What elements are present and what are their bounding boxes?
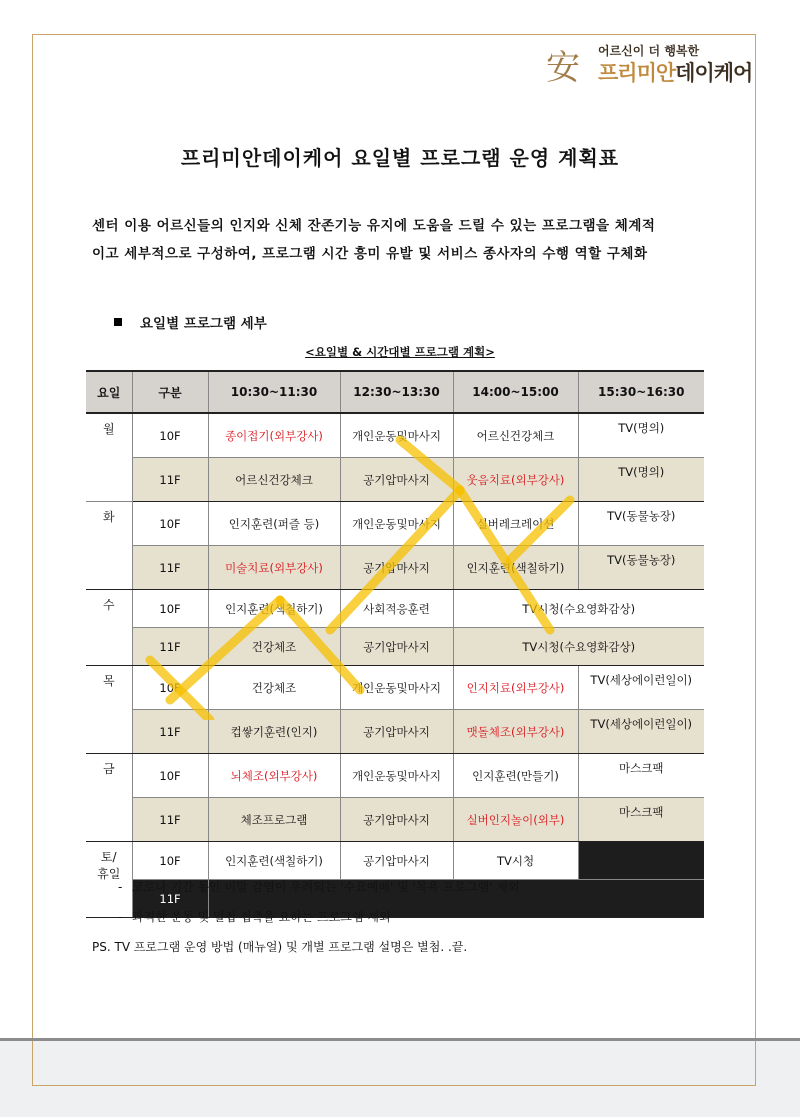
program-cell: 공기압마사지: [340, 842, 453, 880]
program-cell: TV(명의): [578, 458, 704, 502]
program-cell: 인지훈련(색칠하기): [453, 546, 578, 590]
table-header-row: [86, 371, 704, 413]
program-cell: 공기압마사지: [340, 546, 453, 590]
program-cell: 인지훈련(만들기): [453, 754, 578, 798]
day-cell: 수: [86, 590, 132, 666]
table-row: [86, 666, 704, 710]
program-cell: TV(동물농장): [578, 502, 704, 546]
program-cell: 공기압마사지: [340, 628, 453, 666]
floor-cell: 11F: [132, 880, 208, 918]
logo-mark: 安: [546, 48, 580, 88]
table-row: [86, 842, 704, 880]
ps-note: PS. TV 프로그램 운영 방법 (매뉴얼) 및 개별 프로그램 설명은 별첨. .끝.: [92, 940, 468, 954]
table-row: [86, 710, 704, 754]
intro-line: 이고 세부적으로 구성하여, 프로그램 시간 흥미 유발 및 서비스 종사자의 수행 역할 구체화: [92, 246, 648, 262]
table-row: [86, 798, 704, 842]
program-cell: 체조프로그램: [208, 798, 340, 842]
schedule-table: [86, 370, 704, 918]
floor-cell: 10F: [132, 754, 208, 798]
program-cell: 컵쌓기훈련(인지): [208, 710, 340, 754]
day-cell: 목: [86, 666, 132, 754]
table-row: [86, 546, 704, 590]
table-row: [86, 754, 704, 798]
header-cell: 구분: [132, 371, 208, 413]
table-caption: <요일별 & 시간대별 프로그램 계획>: [305, 345, 495, 359]
floor-cell: 11F: [132, 546, 208, 590]
table-row: [86, 628, 704, 666]
section-heading: 요일별 프로그램 세부: [114, 312, 267, 332]
program-cell: TV시청: [453, 842, 578, 880]
program-cell: 개인운동및마사지: [340, 413, 453, 458]
day-cell: 화: [86, 502, 132, 590]
header-cell: 15:30~16:30: [578, 371, 704, 413]
intro-paragraph: [92, 212, 732, 268]
program-cell: 어르신건강체크: [208, 458, 340, 502]
note-item: - 코로나 기간 동안 비말 감염이 우려되는 '수요예배' 및 '목욕 프로그램' 제외: [118, 880, 520, 894]
square-bullet-icon: [114, 318, 122, 326]
day-cell: 토/ 휴일: [86, 842, 132, 918]
document-title: 프리미안데이케어 요일별 프로그램 운영 계획표: [180, 146, 620, 170]
program-cell: TV(동물농장): [578, 546, 704, 590]
floor-cell: 10F: [132, 590, 208, 628]
program-cell: 인지훈련(색칠하기): [208, 842, 340, 880]
program-cell: TV(세상에이런일이): [578, 710, 704, 754]
program-cell: 실버인지놀이(외부): [453, 798, 578, 842]
program-cell: 공기압마사지: [340, 798, 453, 842]
table-row: [86, 458, 704, 502]
program-cell: 인지치료(외부강사): [453, 666, 578, 710]
header-cell: 요일: [86, 371, 132, 413]
header-cell: 12:30~13:30: [340, 371, 453, 413]
program-cell: 어르신건강체크: [453, 413, 578, 458]
program-cell: TV시청(수요영화감상): [453, 628, 704, 666]
program-cell: 공기압마사지: [340, 458, 453, 502]
note-item: - 과격한 운동 및 밀접 접촉을 요하는 프로그램 제외: [118, 910, 391, 924]
program-cell: 건강체조: [208, 666, 340, 710]
program-cell: 웃음치료(외부강사): [453, 458, 578, 502]
program-cell: 실버레크레이션: [453, 502, 578, 546]
day-cell: 금: [86, 754, 132, 842]
program-cell: 종이접기(외부강사): [208, 413, 340, 458]
logo-name: 프리미안데이케어: [598, 61, 753, 85]
program-cell: TV시청(수요영화감상): [453, 590, 704, 628]
floor-cell: 10F: [132, 413, 208, 458]
program-cell: 개인운동및마사지: [340, 502, 453, 546]
floor-cell: 10F: [132, 842, 208, 880]
program-cell: 인지훈련(퍼즐 등): [208, 502, 340, 546]
program-cell: 미술치료(외부강사): [208, 546, 340, 590]
program-cell: 건강체조: [208, 628, 340, 666]
program-cell: 사회적응훈련: [340, 590, 453, 628]
program-cell: 마스크팩: [578, 754, 704, 798]
floor-cell: 11F: [132, 628, 208, 666]
page-bottom-divider: [0, 1038, 800, 1041]
floor-cell: 11F: [132, 458, 208, 502]
program-cell: 공기압마사지: [340, 710, 453, 754]
intro-line: 센터 이용 어르신들의 인지와 신체 잔존기능 유지에 도움을 드릴 수 있는 프로그램을 체계적: [92, 218, 656, 234]
program-cell: 개인운동및마사지: [340, 754, 453, 798]
day-cell: 월: [86, 413, 132, 502]
program-cell: 인지훈련(색칠하기): [208, 590, 340, 628]
table-row: [86, 590, 704, 628]
floor-cell: 10F: [132, 502, 208, 546]
table-row: [86, 502, 704, 546]
header-cell: 14:00~15:00: [453, 371, 578, 413]
program-cell: TV(명의): [578, 413, 704, 458]
logo: [546, 40, 756, 88]
floor-cell: 11F: [132, 798, 208, 842]
table-row: [86, 413, 704, 458]
program-cell: 마스크팩: [578, 798, 704, 842]
blocked-cell: [578, 842, 704, 880]
program-cell: 개인운동및마사지: [340, 666, 453, 710]
floor-cell: 10F: [132, 666, 208, 710]
floor-cell: 11F: [132, 710, 208, 754]
header-cell: 10:30~11:30: [208, 371, 340, 413]
logo-tagline: 어르신이 더 행복한: [598, 44, 700, 58]
program-cell: 맷돌체조(외부강사): [453, 710, 578, 754]
program-cell: TV(세상에이런일이): [578, 666, 704, 710]
program-cell: 뇌체조(외부강사): [208, 754, 340, 798]
notes: [92, 876, 732, 966]
